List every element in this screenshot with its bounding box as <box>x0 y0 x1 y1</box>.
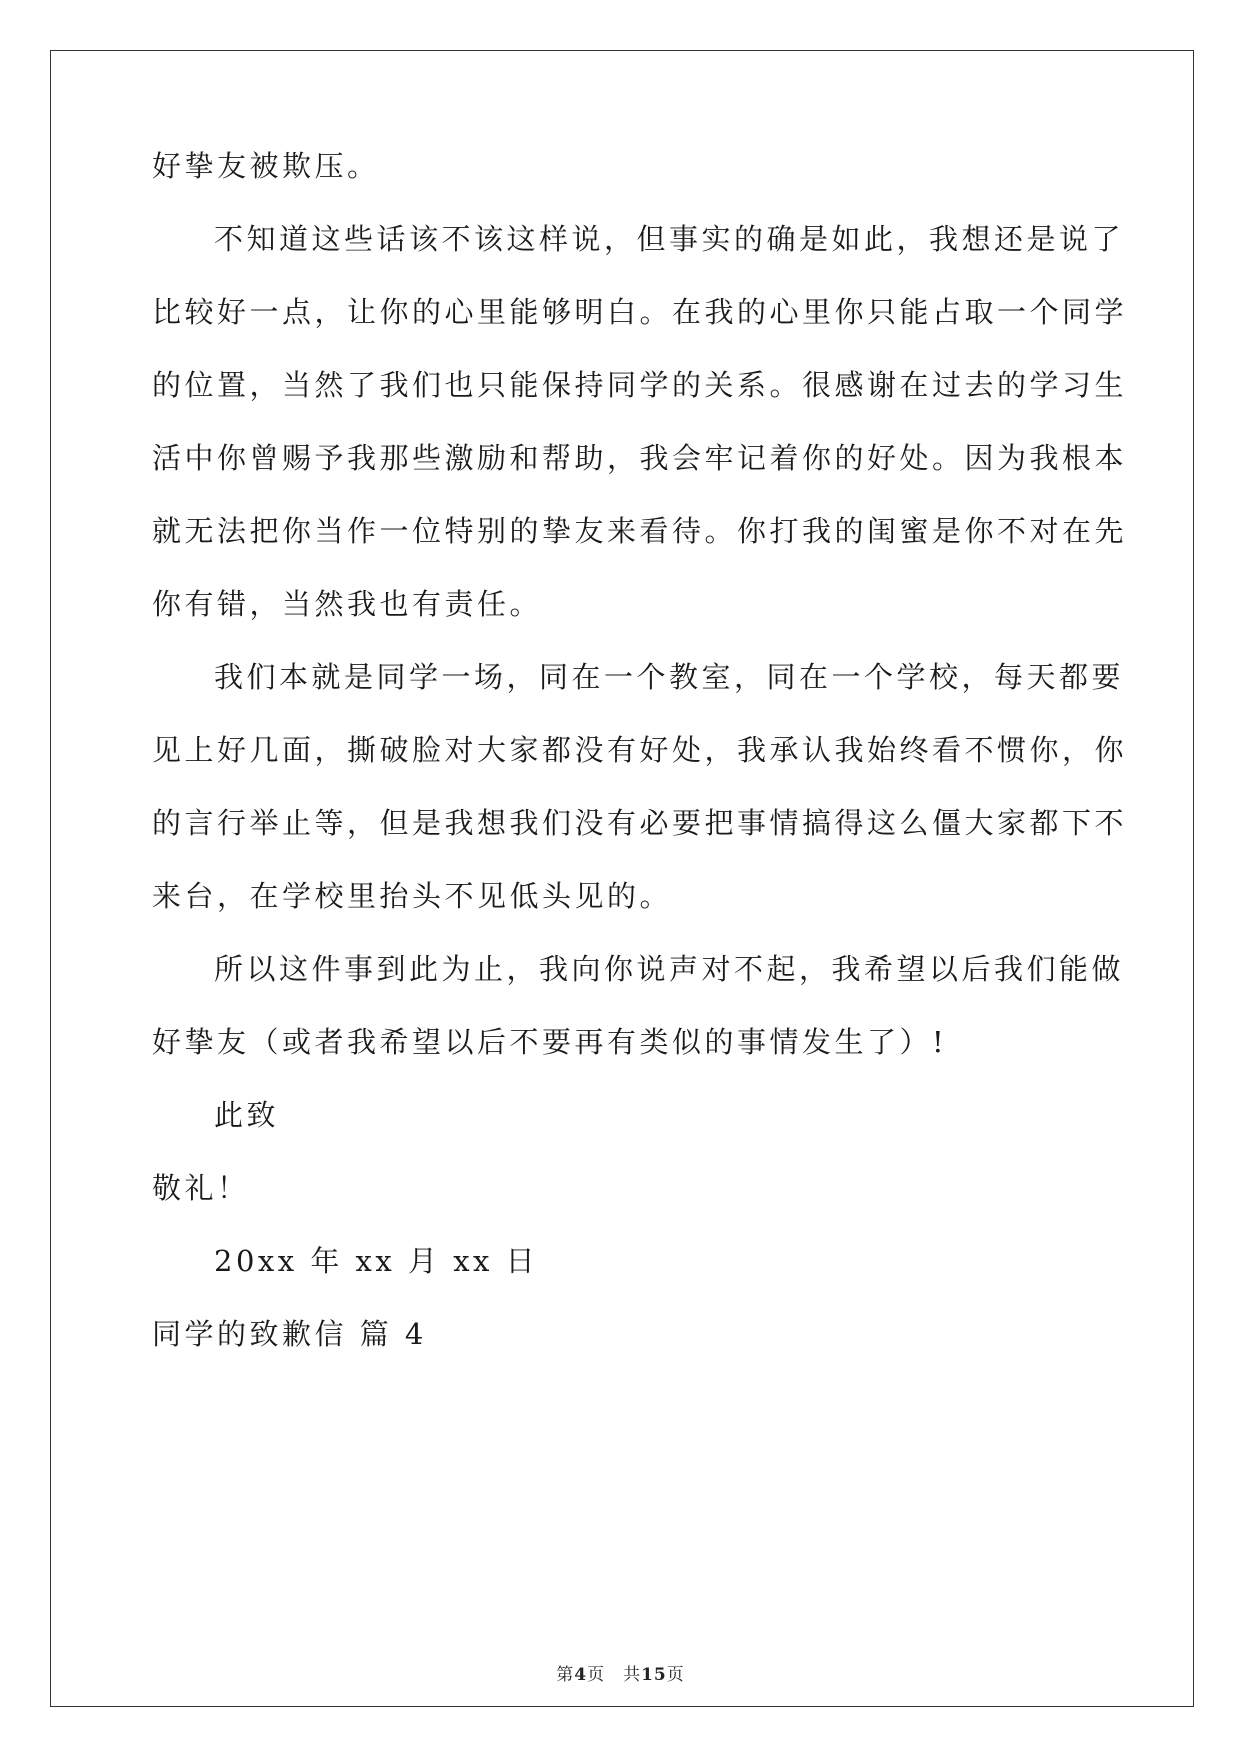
text-line-5: 活中你曾赐予我那些激励和帮助，我会牢记着你的好处。因为我根本 <box>152 441 1128 475</box>
footer-total-prefix: 共 <box>623 1665 642 1685</box>
text-line-1: 好挚友被欺压。 <box>152 149 380 183</box>
text-line-6: 就无法把你当作一位特别的挚友来看待。你打我的闺蜜是你不对在先 <box>152 514 1128 548</box>
text-line-10: 的言行举止等，但是我想我们没有必要把事情搞得这么僵大家都下不 <box>152 806 1128 840</box>
page-footer <box>0 1660 1241 1685</box>
text-line-7: 你有错，当然我也有责任。 <box>152 587 543 621</box>
text-line-3: 比较好一点，让你的心里能够明白。在我的心里你只能占取一个同学 <box>152 295 1128 329</box>
footer-total-suffix: 页 <box>666 1665 685 1685</box>
letter-date: 20xx 年 xx 月 xx 日 <box>214 1244 539 1278</box>
section-heading: 同学的致歉信 篇 4 <box>152 1317 427 1351</box>
text-line-13: 好挚友（或者我希望以后不要再有类似的事情发生了）! <box>152 1025 948 1059</box>
text-line-2: 不知道这些话该不该这样说，但事实的确是如此，我想还是说了 <box>214 222 1125 256</box>
text-line-12: 所以这件事到此为止，我向你说声对不起，我希望以后我们能做 <box>214 952 1125 986</box>
text-line-9: 见上好几面，撕破脸对大家都没有好处，我承认我始终看不惯你，你 <box>152 733 1128 767</box>
text-line-11: 来台，在学校里抬头不见低头见的。 <box>152 879 673 913</box>
text-line-8: 我们本就是同学一场，同在一个教室，同在一个学校，每天都要 <box>214 660 1125 694</box>
closing-regards: 敬礼！ <box>152 1171 250 1205</box>
closing-salutation: 此致 <box>214 1098 280 1132</box>
footer-page-suffix: 页 <box>587 1665 606 1685</box>
footer-page-number: 4 <box>574 1665 588 1685</box>
footer-prefix: 第 <box>556 1665 575 1685</box>
text-line-4: 的位置，当然了我们也只能保持同学的关系。很感谢在过去的学习生 <box>152 368 1128 402</box>
footer-total-pages: 15 <box>641 1665 667 1685</box>
